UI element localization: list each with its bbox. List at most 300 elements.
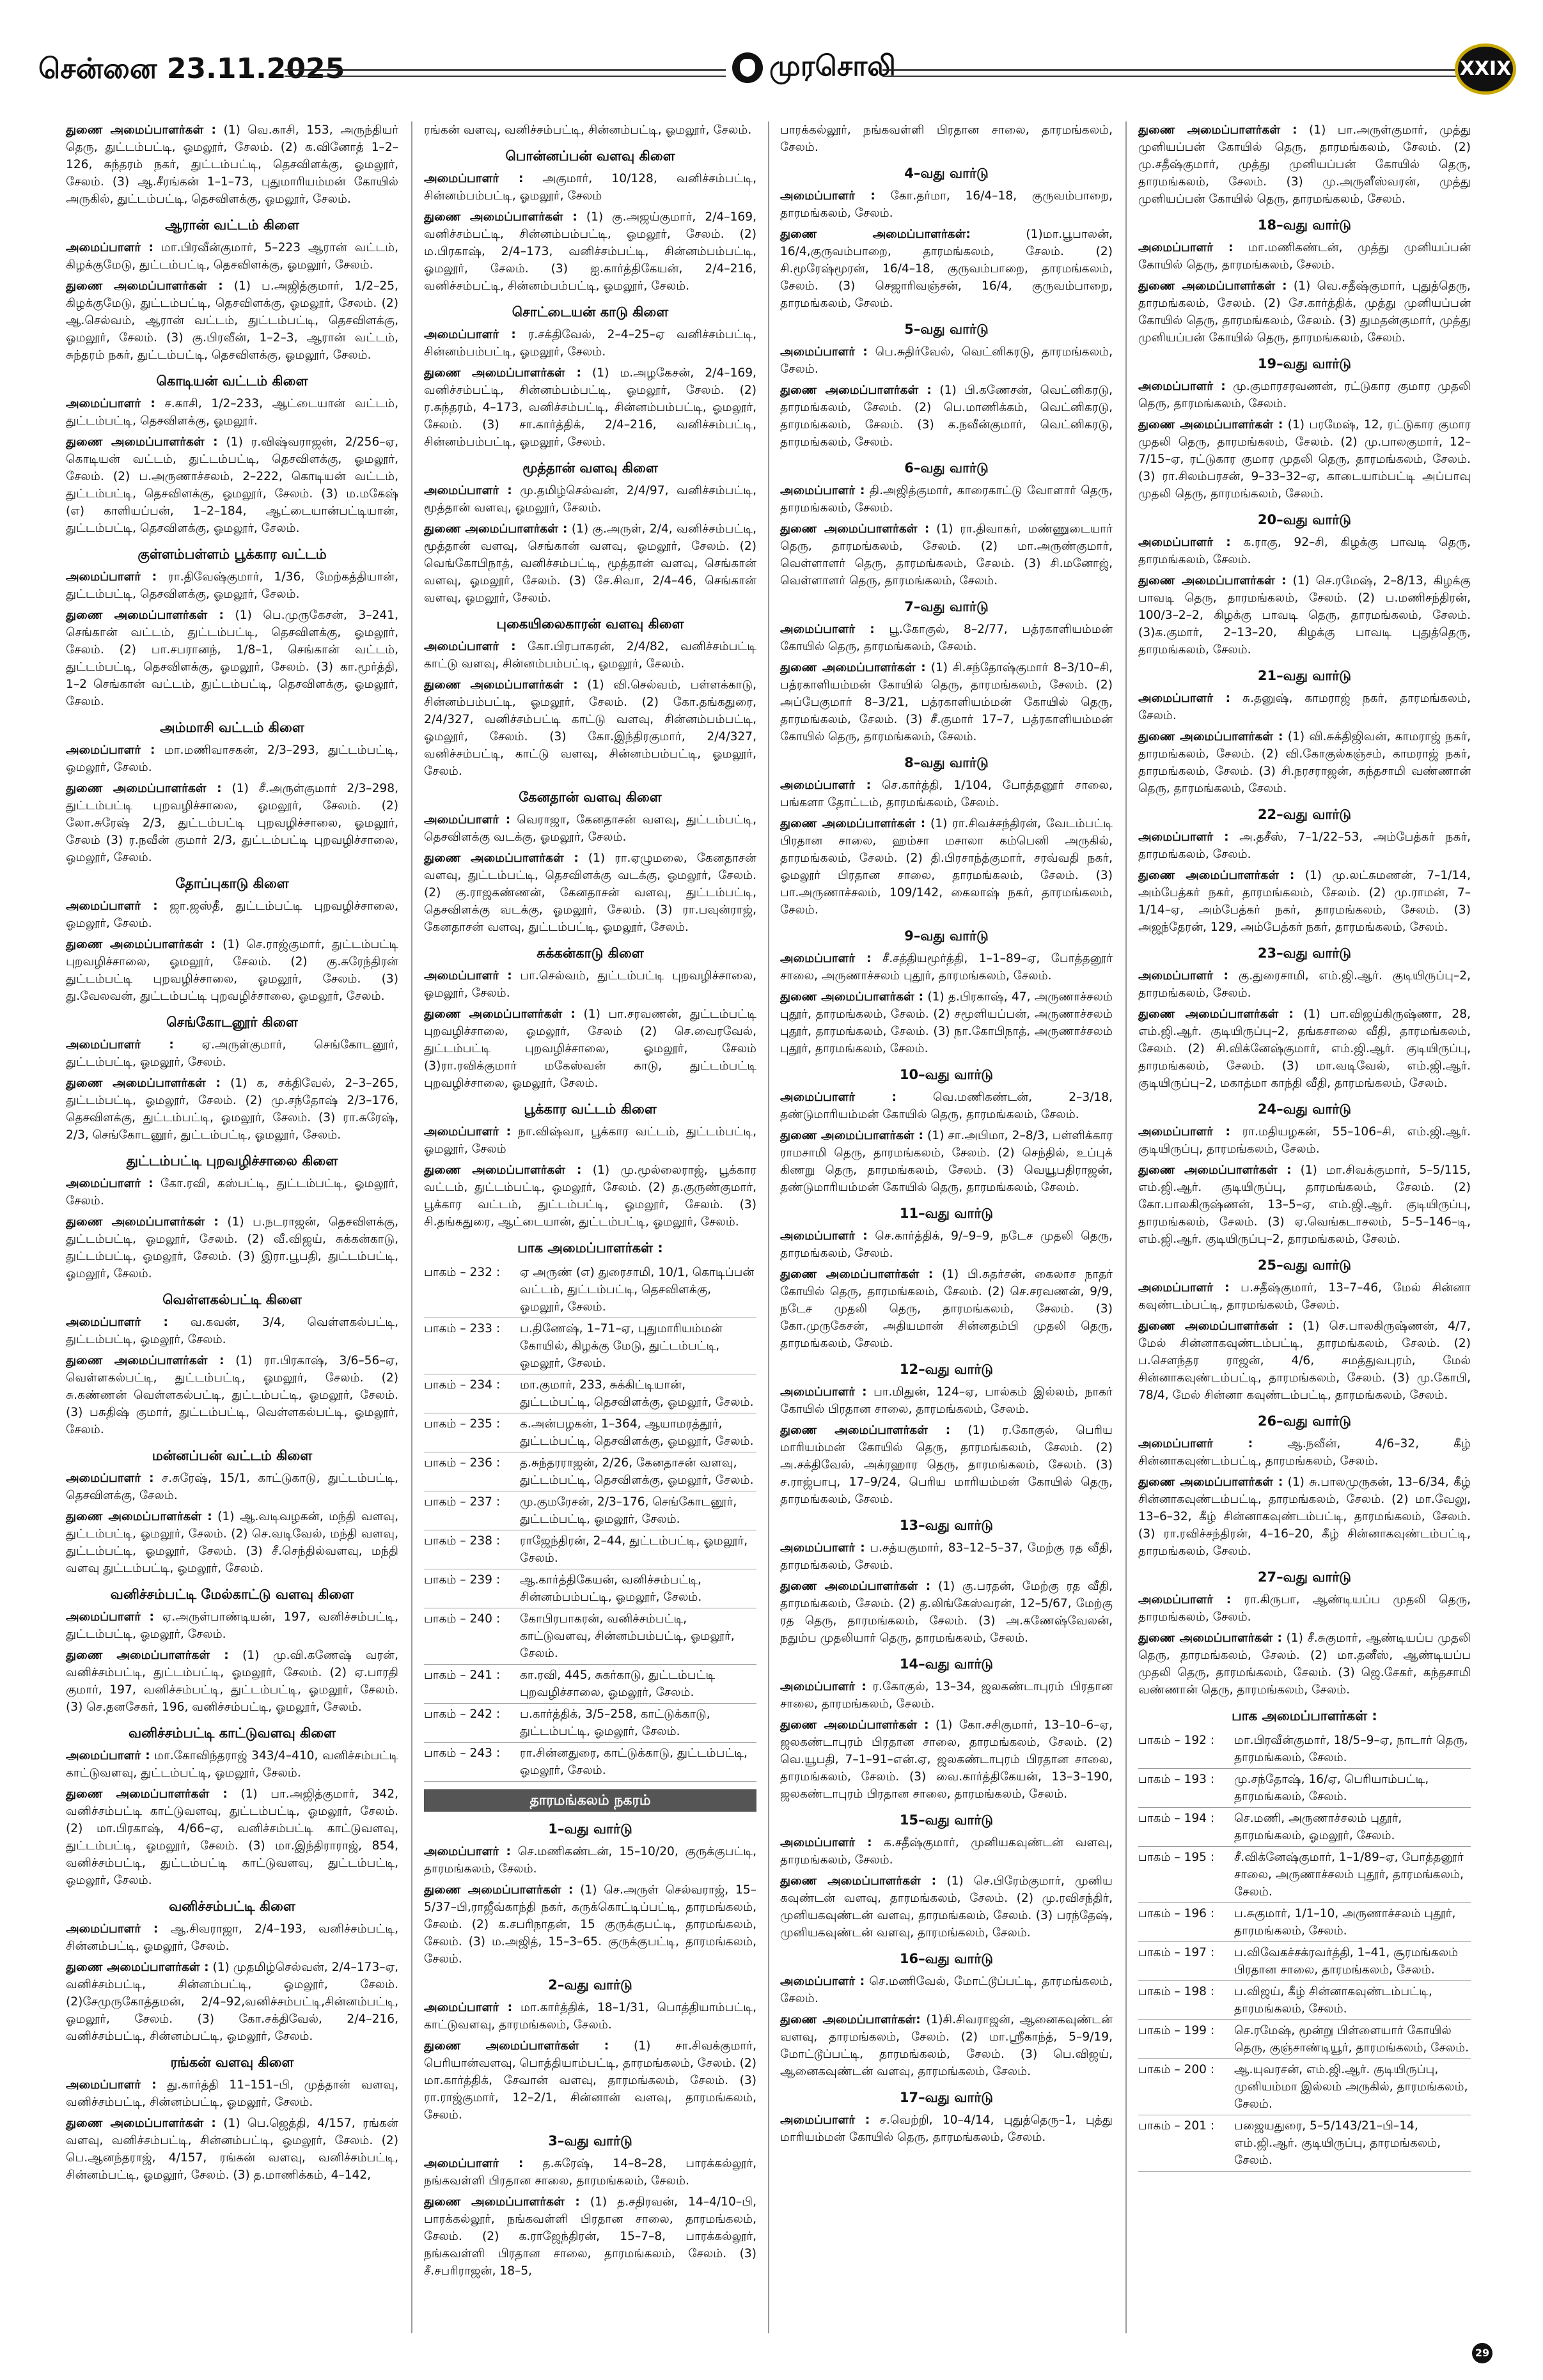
member-entry: [424, 1881, 756, 1968]
role-label: அமைப்பாளர் :: [780, 779, 872, 792]
entry-text: பூ.கோகுல், 8–2/77, பத்ரகாளியம்மன் கோயில் தெரு, தாரமங்கலம், சேலம்.: [780, 623, 1113, 653]
section-heading: குள்ளம்பள்ளம் பூக்கார வட்டம்: [137, 547, 327, 562]
section-heading: வெள்ளகல்பட்டி கிளை: [162, 1292, 302, 1307]
entry-text: செ.மணிகண்டன், 15–10/20, குருக்குபட்டி, தாரமங்கலம், சேலம்.: [424, 1845, 756, 1876]
member-entry: [66, 2076, 398, 2111]
booth-person: ரா.சின்னதுரை, காட்டுக்காடு, துட்டம்பட்டி, ஓமலூர், சேலம்.: [520, 1746, 748, 1777]
member-entry: [1138, 690, 1471, 724]
entry-text: (1) வி.சுக்திஜிவன், காமராஜ் நகர், தாரமங்கலம், சேலம். (2) வி.கோகுல்கஞ்சம், காமராஜ் நகர், தாரமங்கலம், சேலம். (3) சி.நரசராஜன், சுந்தசாமி வண்ணான் தெரு, தாரமங்கலம், சேலம்.: [1138, 730, 1471, 795]
member-entry: [780, 1872, 1113, 1941]
role-label: அமைப்பாளர் :: [780, 1680, 866, 1693]
member-entry: [1138, 967, 1471, 1002]
booth-number: பாகம் – 192 :: [1138, 1734, 1215, 1747]
booth-row: [424, 1262, 756, 1318]
role-label: துணை அமைப்பாளர்கள் :: [424, 1883, 574, 1897]
member-entry: [66, 936, 398, 1005]
role-label: துணை அமைப்பாளர்கள் :: [66, 279, 223, 293]
member-entry: [66, 433, 398, 537]
role-label: துணை அமைப்பாளர்கள் :: [1138, 869, 1295, 882]
role-label: அமைப்பாளர் :: [424, 484, 512, 497]
entry-text: (1) பெ.ஜெத்தி, 4/157, ரங்கன் வளவு, வனிச்சம்பட்டி, சின்னம்பட்டி, ஓமலூர், சேலம். (2) பெ.ஆனந்தராஜ், 4/157, ரங்கன் வளவு, வனிச்சம்பட்டி, சின்னம்பட்டி, ஓமலூர், சேலம். (3) த.மாணிக்கம், 4–142,: [66, 2117, 398, 2182]
entry-text: மா.கோவிந்தராஜ் 343/4–410, வனிச்சம்பட்டி காட்டுவளவு, துட்டம்பட்டி, ஓமலூர், சேலம்.: [66, 1749, 398, 1780]
section-heading: 11–வது வார்டு: [899, 1206, 994, 1221]
role-label: துணை அமைப்பாளர்கள் :: [1138, 1319, 1293, 1333]
role-label: துணை அமைப்பாளர்கள் :: [424, 522, 568, 536]
role-label: துணை அமைப்பாளர்கள் :: [780, 1580, 931, 1593]
member-entry: [1138, 1629, 1471, 1699]
entry-text: சீ.சத்தியமூர்த்தி, 1–1–89–ஏ, போத்தனூர் சாலை, அருணாச்சலம் புதூர், தாரமங்கலம், சேலம்.: [780, 952, 1113, 983]
section-heading: 26–வது வார்டு: [1257, 1413, 1352, 1429]
member-entry: [424, 1006, 756, 1092]
entry-text: (1) மு.மூல்லைராஜ், பூக்கார வட்டம், துட்டம்பட்டி, ஓமலூர், சேலம். (2) த.குருண்குமார், பூக்கார வட்டம், துட்டம்பட்டி, ஓமலூர், சேலம். (3) சி.தங்கதுரை, ஆட்டையான், துட்டம்பட்டி, ஓமலூர், சேலம்.: [424, 1163, 756, 1229]
section-heading: 13–வது வார்டு: [899, 1518, 994, 1533]
booth-number: பாகம் – 193 :: [1138, 1773, 1215, 1786]
entry-text: (1) ப.அஜித்குமார், 1/2–25, கிழக்குமேடு, துட்டம்பட்டி, தெசவிளக்கு, ஓமலூர், சேலம். (2) ஆ.செல்வம், ஆரான் வட்டம், துட்டம்பட்டி, தெசவிளக்கு, ஓமலூர், சேலம். (3) கு.பிரவீன், 1–2–3, ஆரான் வட்டம், சுந்தரம் நகர், துட்டம்பட்டி, தெசவிளக்கு, ஓமலூர், சேலம்.: [66, 279, 398, 362]
entry-text: ரங்கன் வளவு, வனிச்சம்பட்டி, சின்னம்பட்டி, ஓமலூர், சேலம்.: [424, 123, 752, 137]
entry-text: (1) வெ.சதீஷ்குமார், புதுத்தெரு, தாரமங்கலம், சேலம். (2) சே.கார்த்திக், முத்து முனியப்பன் கோயில் தெரு, தாரமங்கலம், சேலம். (3) துமதன்குமார், முத்து முனியப்பன் கோயில் தெரு, தாரமங்கலம், சேலம்.: [1138, 279, 1471, 345]
column-4: [1138, 121, 1471, 2172]
role-label: அமைப்பாளர் :: [780, 484, 865, 497]
member-entry: [424, 1843, 756, 1878]
column-1: [66, 121, 398, 2188]
entry-text: (1) மா.சிவக்குமார், 5–5/115, எம்.ஜி.ஆர். குடியிருப்பு, தாரமங்கலம், சேலம். (2) கோ.பாலகிருஷ்ணன், 13–5–ஏ, எம்.ஜி.ஆர். குடியிருப்பு, தாரமங்கலம், சேலம். (3) ஏ.வெங்கடாசலம், 5–5–146–டி, எம்.ஜி.ஆர். குடியிருப்பு–2, தாரமங்கலம், சேலம்.: [1138, 1163, 1471, 1246]
booth-number: பாகம் – 196 :: [1138, 1907, 1215, 1920]
role-label: துணை அமைப்பாளர்கள் :: [424, 1007, 576, 1021]
booth-person: மு.குமரேசன், 2/3–176, செங்கோடனூர், துட்டம்பட்டி, ஓமலூர், சேலம்.: [520, 1495, 737, 1526]
role-label: துணை அமைப்பாளர்கள் :: [66, 435, 218, 449]
entry-text: ப.சத்யகுமார், 83–12–5–37, மேற்கு ரத வீதி, தாரமங்கலம், சேலம்.: [780, 1541, 1113, 1572]
section-heading: 16–வது வார்டு: [899, 1951, 994, 1966]
entry-text: த.சுரேஷ், 14–8–28, பாரக்கல்லூர், நங்கவள்ளி பிரதான சாலை, தாரமங்கலம், சேலம்.: [424, 2157, 756, 2188]
entry-text: கோ.தர்மா, 16/4–18, குருவம்பாறை, தாரமங்கலம், சேலம்.: [780, 189, 1113, 220]
entry-text: ரா.மதியழகன், 55–106–சி, எம்.ஜி.ஆர். குடியிருப்பு, தாரமங்கலம், சேலம்.: [1138, 1125, 1471, 1156]
column-divider: [1125, 121, 1127, 2333]
booth-number: பாகம் – 199 :: [1138, 2024, 1215, 2037]
booth-number: பாகம் – 238 :: [424, 1534, 501, 1548]
member-entry: [424, 121, 756, 139]
section-heading: 19–வது வார்டு: [1257, 356, 1352, 371]
member-entry: [424, 326, 756, 361]
role-label: அமைப்பாளர் :: [424, 2001, 513, 2014]
member-entry: [424, 2193, 756, 2280]
entry-text: மு.தமிழ்செல்வன், 2/4/97, வனிச்சம்பட்டி, மூத்தான் வளவு, ஓமலூர், சேலம்.: [424, 484, 757, 515]
role-label: அமைப்பாளர் :: [66, 241, 153, 254]
member-entry: [780, 482, 1113, 517]
entry-text: பா.மிதுன், 124–ஏ, பால்கம் இல்லம், நாகர் கோயில் பிரதான சாலை, தாரமங்கலம், சேலம்.: [780, 1385, 1113, 1416]
member-entry: [780, 2112, 1113, 2146]
member-entry: [424, 482, 756, 517]
section-heading: தோப்புகாடு கிளை: [175, 876, 289, 891]
entry-text: (1) ரா.ஏழுமலை, கேனதாசன் வளவு, துட்டம்பட்டி, தெசவிளக்கு வடக்கு, ஓமலூர், சேலம். (2) கு.ராஜகண்ணன், கேனதாசன் வளவு, துட்டம்பட்டி, தெசவிளக்கு வடக்கு, ஓமலூர், சேலம். (3) ரா.பவுன்ராஜ், கேனதாசன் வளவு, துட்டம்பட்டி, ஓமலூர், சேலம்.: [424, 852, 756, 934]
entry-text: (1) பி.சுதர்சன், கைலாச நாதர் கோயில் தெரு, தாரமங்கலம், சேலம். (2) செ.சரவணன், 9/9, நடேச முதலி தெரு, தாரமங்கலம், சேலம். (3) கோ.முருகேசன், அதியமான் சின்னதம்பி முதலி தெரு, தாரமங்கலம், சேலம்.: [780, 1268, 1113, 1350]
role-label: துணை அமைப்பாளர்கள் :: [66, 1510, 212, 1523]
role-label: துணை அமைப்பாளர்கள் :: [780, 817, 926, 830]
member-entry: [780, 382, 1113, 451]
role-label: அமைப்பாளர் :: [66, 1610, 154, 1624]
role-label: துணை அமைப்பாளர்கள் :: [66, 1077, 221, 1090]
member-entry: [780, 520, 1113, 589]
role-label: துணை அமைப்பாளர்கள் :: [424, 678, 578, 692]
entry-text: (1) கு.பரதன், மேற்கு ரத வீதி, தாரமங்கலம், சேலம். (2) த.லிங்கேஸ்வரன், 12–5/67, மேற்கு ரத தெரு, தாரமங்கலம், சேலம். (3) அ.கணேஷ்வேலன், நதும்ப முதலியார் தெரு, தாரமங்கலம், சேலம்.: [780, 1580, 1113, 1645]
entry-text: கு.துரைசாமி, எம்.ஜி.ஆர். குடியிருப்பு–2, தாரமங்கலம், சேலம்.: [1138, 969, 1471, 1000]
entry-text: அ.தசீஸ், 7–1/22–53, அம்பேத்கர் நகர், தாரமங்கலம், சேலம்.: [1138, 830, 1471, 861]
entry-text: (1) பா.விஜய்கிருஷ்ணா, 28, எம்.ஜி.ஆர். குடியிருப்பு–2, தங்கசாலை வீதி, தாரமங்கலம், சேலம். (2) சி.விக்னேஷ்குமார், எம்.ஜி.ஆர். குடியிருப்பு, தாரமங்கலம், சேலம். (3) மா.வடிவேல், எம்.ஜி.ஆர். குடியிருப்பு–2, மகாத்மா காந்தி வீதி, தாரமங்கலம், சேலம்.: [1138, 1007, 1471, 1090]
section-heading: பொன்னப்பன் வளவு கிளை: [505, 148, 675, 164]
section-heading: 10–வது வார்டு: [899, 1067, 994, 1082]
member-entry: [1138, 239, 1471, 274]
booth-number: பாகம் – 200 :: [1138, 2063, 1215, 2076]
role-label: அமைப்பாளர் :: [780, 1975, 865, 1988]
entry-text: (1) பா.அஜித்குமார், 342, வனிச்சம்பட்டி காட்டுவளவு, துட்டம்பட்டி, ஓமலூர், சேலம். (2) மா.பிரகாஷ், 4/66–ஏ, வனிச்சம்பட்டி காட்டுவளவு, துட்டம்பட்டி, ஓமலூர், சேலம். (3) மா.இந்திராராஜ், 854, வனிச்சம்பட்டி, துட்டம்பட்டி காட்டுவளவு, துட்டம்பட்டி, ஓமலூர், சேலம்.: [66, 1787, 398, 1887]
entry-text: (1) கு.அருள், 2/4, வனிச்சம்பட்டி, மூத்தான் வளவு, செங்கான் வளவு, ஓமலூர், சேலம். (2) வெங்கோபிநாத், வனிச்சம்பட்டி, மூத்தான் வளவு, செங்கான் வளவு, ஓமலூர், சேலம். (3) சே.சிவா, 2/4–46, செங்கான் வளவு, ஓமலூர், சேலம்.: [424, 522, 756, 605]
role-label: துணை அமைப்பாளர்கள் :: [66, 2117, 216, 2130]
role-label: அமைப்பாளர் :: [1138, 692, 1231, 705]
section-heading: 5–வது வார்டு: [904, 322, 989, 337]
role-label: துணை அமைப்பாளர்கள் :: [66, 1354, 224, 1367]
section-heading: 3–வது வார்டு: [548, 2133, 632, 2149]
role-label: துணை அமைப்பாளர்கள்:: [780, 228, 971, 241]
column-2: [424, 121, 756, 2283]
role-label: அமைப்பாளர் :: [1138, 1437, 1253, 1451]
role-label: அமைப்பாளர் :: [424, 1845, 511, 1858]
entry-text: தி.அஜித்குமார், காரைகாட்டு வோளார் தெரு, தாரமங்கலம், சேலம்.: [780, 484, 1113, 515]
entry-text: (1) சா.அபிமா, 2–8/3, பள்ளிக்கார ராமசாமி தெரு, தாரமங்கலம், சேலம். (2) செந்தில், உப்புக் கிணறு தெரு, தாரமங்கலம், சேலம். (3) வெயூபதிராஜன், தண்டுமாரியம்மன் கோயில் தெரு, தாரமங்கலம், சேலம்.: [780, 1129, 1113, 1194]
entry-text: க.சதீஷ்குமார், முனியகவுண்டன் வளவு, தாரமங்கலம், சேலம்.: [780, 1836, 1113, 1867]
entry-text: (1) கு.அஜய்குமார், 2/4–169, வனிச்சம்பட்டி, சின்னம்பம்பட்டி, ஓமலூர், சேலம். (2) ம.பிரகாஷ், 2/4–173, வனிச்சம்பட்டி, சின்னம்பம்பட்டி, ஓமலூர், சேலம். (3) ஐ.கார்த்திகேயன், 2/4–216, வனிச்சம்பட்டி, சின்னம்பம்பட்டி, ஓமலூர், சேலம்.: [424, 210, 756, 293]
member-entry: [780, 1973, 1113, 2007]
entry-text: மா.கார்த்திக், 18–1/31, பொத்தியாம்பட்டி, காட்டுவளவு, தாரமங்கலம், சேலம்.: [424, 2001, 756, 2032]
role-label: அமைப்பாளர் :: [1138, 536, 1231, 549]
booth-row: [1138, 2115, 1471, 2172]
member-entry: [1138, 121, 1471, 208]
booth-row: [1138, 1769, 1471, 1808]
section-heading: 20–வது வார்டு: [1257, 512, 1352, 527]
entry-text: அகுமார், 10/128, வனிச்சம்பட்டி, சின்னம்பம்பட்டி, ஓமலூர், சேலம்: [424, 172, 756, 203]
entry-text: (1) பா.அருள்குமார், முத்து முனியப்பன் கோயில் தெரு, தாரமங்கலம், சேலம். (2) மு.சதீஷ்குமார், முத்து முனியப்பன் கோயில் தெரு, தாரமங்கலம், சேலம். (3) மு.அருளீஸ்வரன், முத்து முனியப்பன் கோயில் தெரு, தாரமங்கலம், சேலம்.: [1138, 123, 1471, 206]
entry-text: (1) மு.லட்சுமணன், 7–1/14, அம்பேத்கர் நகர், தாரமங்கலம், சேலம். (2) மு.ராமன், 7–1/14–ஏ, அம்பேத்கர் நகர், தாரமங்கலம், சேலம். (3) அஜந்தேரன், 129, அம்பேத்கர் நகர், தாரமங்கலம், சேலம்.: [1138, 869, 1471, 934]
member-entry: [780, 1422, 1113, 1508]
entry-text: நா.விஷ்வா, பூக்கார வட்டம், துட்டம்பட்டி, ஓமலூர், சேலம்: [424, 1125, 756, 1156]
booth-row: [1138, 1903, 1471, 1942]
entry-text: ர.சக்திவேல், 2–4–25–ஏ வனிச்சம்பட்டி, சின்னம்பம்பட்டி, ஓமலூர், சேலம்.: [424, 328, 756, 359]
member-entry: [66, 742, 398, 776]
booth-number: பாகம் – 241 :: [424, 1668, 501, 1682]
entry-text: (1) சீ.அருள்குமார் 2/3–298, துட்டம்பட்டி புறவழிச்சாலை, ஓமலூர், சேலம். (2) லோ.சுரேஷ் 2/3, துட்டம்பட்டி புறவழிச்சாலை, ஓமலூர், சேலம் (3) ர.நவீன் குமார் 2/3, துட்டம்பட்டி புறவழிச்சாலை, ஓமலூர், சேலம்.: [66, 782, 398, 864]
role-label: அமைப்பாளர் :: [780, 1541, 865, 1555]
section-heading: 15–வது வார்டு: [899, 1812, 994, 1828]
section-heading: 18–வது வார்டு: [1257, 217, 1352, 233]
section-heading: ரங்கன் வளவு கிளை: [170, 2055, 294, 2070]
role-label: துணை அமைப்பாளர்கள் :: [780, 1874, 937, 1888]
member-entry: [66, 1608, 398, 1643]
role-label: அமைப்பாளர் :: [780, 952, 872, 965]
entry-text: (1) கோ.சசிகுமார், 13–10–6–ஏ, ஜலகண்டாபுரம் பிரதான சாலை, தாரமங்கலம், சேலம். (2) வெ.யூபதி, 7–1–91–என்.ஏ, ஜலகண்டாபுரம் பிரதான சாலை, தாரமங்கலம், சேலம். (3) வை.கார்த்திகேயன், 13–3–190, ஜலகண்டாபுரம் பிரதான சாலை, தாரமங்கலம், சேலம்.: [780, 1718, 1113, 1801]
column-divider: [768, 121, 769, 2333]
entry-text: கோ.பிரபாகரன், 2/4/82, வனிச்சம்பட்டி காட்டு வளவு, சின்னம்பம்பட்டி, ஓமலூர், சேலம்.: [424, 640, 756, 671]
member-entry: [780, 187, 1113, 222]
member-entry: [1138, 277, 1471, 346]
role-label: துணை அமைப்பாளர்கள் :: [424, 2039, 609, 2053]
member-entry: [780, 815, 1113, 919]
member-entry: [1138, 867, 1471, 936]
role-label: அமைப்பாளர் :: [424, 1125, 512, 1139]
section-heading: சொட்டையன் காடு கிளை: [512, 304, 669, 320]
role-label: அமைப்பாளர் :: [424, 640, 516, 653]
booth-row: [424, 1704, 756, 1743]
booth-person: க.அன்பழகன், 1–364, ஆயாமரத்தூர், துட்டம்பட்டி, தெசவிளக்கு, ஓமலூர், சேலம்.: [520, 1417, 754, 1448]
member-entry: [780, 343, 1113, 378]
role-label: அமைப்பாளர் :: [424, 172, 524, 185]
member-entry: [424, 811, 756, 846]
section-heading: சுக்கன்காடு கிளை: [537, 945, 644, 961]
member-entry: [780, 777, 1113, 811]
entry-text: (1)சி.சிவராஜன், ஆனைகவுண்டன் வளவு, தாரமங்கலம், சேலம். (2) மா.ஸ்ரீகாந்த், 5–9/19, மோட்டூப்பட்டி, தாரமங்கலம், சேலம். (3) பெ.விஜய், ஆனைகவுண்டன் வளவு, தாரமங்கலம், சேலம்.: [780, 2013, 1113, 2078]
member-entry: [66, 1785, 398, 1889]
section-heading: பூக்கார வட்டம் கிளை: [524, 1101, 657, 1117]
section-heading: 25–வது வார்டு: [1257, 1257, 1352, 1273]
role-label: துணை அமைப்பாளர்கள் :: [424, 210, 577, 224]
entry-text: மா.மணிகண்டன், முத்து முனியப்பன் கோயில் தெரு, தாரமங்கலம், சேலம்.: [1138, 241, 1471, 272]
entry-text: (1) சீ.சுகுமார், ஆண்டியப்ப முதலி தெரு, தாரமங்கலம், சேலம். (2) மா.தனீஸ், ஆண்டியப்ப முதலி தெரு, தாரமங்கலம், சேலம். (3) ஜெ.சேகர், கந்தசாமி வண்ணான் தெரு, தாரமங்கலம், சேலம்.: [1138, 1631, 1471, 1697]
role-label: அமைப்பாளர் :: [66, 1316, 168, 1329]
booth-person: சீ.விக்னேஷ்குமார், 1–1/89–ஏ, போத்தனூர் சாலை, அருணாச்சலம் புதூர், தாரமங்கலம், சேலம்.: [1234, 1851, 1464, 1899]
booth-row: [424, 1452, 756, 1491]
booth-row: [424, 1665, 756, 1704]
role-label: அமைப்பாளர் :: [780, 189, 875, 203]
entry-text: மா.பிரவீன்குமார், 5–223 ஆரான் வட்டம், கிழக்குமேடு, துட்டம்பட்டி, தெசவிளக்கு, ஓமலூர், சேலம்.: [66, 241, 398, 272]
member-entry: [424, 520, 756, 607]
booth-number: பாகம் – 201 :: [1138, 2119, 1215, 2133]
entry-text: (1) வி.செல்வம், பள்ளக்காடு, சின்னம்பம்பட்டி, ஓமலூர், சேலம். (2) கோ.தங்கதுரை, 2/4/327, வனிச்சம்பட்டி காட்டு வளவு, சின்னம்பம்பட்டி, ஓமலூர், சேலம். (3) கோ.இந்திரகுமார், 2/4/327, வனிச்சம்பட்டி, காட்டு வளவு, சின்னம்பம்பட்டி, ஓமலூர், சேலம்.: [424, 678, 756, 778]
member-entry: [66, 1175, 398, 1209]
role-label: துணை அமைப்பாளர்கள் :: [1138, 1007, 1294, 1021]
role-label: அமைப்பாளர் :: [424, 813, 511, 827]
member-entry: [424, 967, 756, 1002]
member-entry: [424, 364, 756, 451]
entry-text: (1) மு.வி.கணேஷ் வரன், வனிச்சம்பட்டி, துட்டம்பட்டி, ஓமலூர், சேலம். (2) ஏ.பாரதி குமார், 197, வனிச்சம்பட்டி, துட்டம்பட்டி, ஓமலூர், சேலம். (3) செ.தனசேகர், 196, வனிச்சம்பட்டி, ஓமலூர், சேலம்.: [66, 1649, 398, 1714]
section-heading: வனிச்சம்பட்டி கிளை: [169, 1899, 295, 1914]
entry-text: (1) செ.பிரேம்குமார், முனிய கவுண்டன் வளவு, தாரமங்கலம், சேலம். (2) மு.ரவிசந்திர், முனியகவுண்டன் வளவு, தாரமங்கலம், சேலம். (3) பரந்தேஷ், முனியகவுண்டன் வளவு, தாரமங்கலம், சேலம்.: [780, 1874, 1113, 1940]
role-label: துணை அமைப்பாளர்கள் :: [1138, 123, 1297, 137]
booth-number: பாகம் – 233 :: [424, 1322, 501, 1335]
role-label: அமைப்பாளர் :: [780, 623, 875, 636]
section-heading: பாக அமைப்பாளர்கள் :: [1232, 1708, 1377, 1723]
role-label: அமைப்பாளர் :: [424, 969, 512, 983]
section-heading: வனிச்சம்பட்டி மேல்காட்டு வளவு கிளை: [110, 1587, 354, 1602]
booth-number: பாகம் – 195 :: [1138, 1851, 1215, 1864]
role-label: அமைப்பாளர் :: [780, 345, 868, 359]
booth-row: [1138, 1847, 1471, 1903]
booth-row: [424, 1491, 756, 1530]
page-number: 29: [1472, 2343, 1492, 2363]
role-label: அமைப்பாளர் :: [1138, 1593, 1232, 1606]
member-entry: [1138, 728, 1471, 797]
section-heading: 21–வது வார்டு: [1257, 668, 1352, 683]
entry-text: (1) பி.கணேசன், வெட்னிகரடு, தாரமங்கலம், சேலம். (2) பெ.மாணிக்கம், வெட்னிகரடு, தாரமங்கலம், சேலம். (3) க.நவீன்குமார், வெட்னிகரடு, தாரமங்கலம், சேலம்.: [780, 384, 1113, 449]
role-label: அமைப்பாளர் :: [66, 570, 157, 584]
member-entry: [424, 1999, 756, 2034]
member-entry: [780, 1266, 1113, 1352]
section-heading: 9–வது வார்டு: [904, 928, 989, 944]
section-heading: 2–வது வார்டு: [548, 1977, 632, 1993]
booth-number: பாகம் – 235 :: [424, 1417, 501, 1431]
member-entry: [780, 1089, 1113, 1123]
member-entry: [66, 1075, 398, 1144]
member-entry: [66, 568, 398, 603]
role-label: அமைப்பாளர் :: [66, 743, 155, 757]
entry-text: கோ.ரவி, கஸ்பட்டி, துட்டம்பட்டி, ஓமலூர், சேலம்.: [66, 1177, 399, 1208]
entry-text: (1) பரமேஷ், 12, ரட்டுகார குமார முதலி தெரு, தாரமங்கலம், சேலம். (2) மு.பாலகுமார், 12–7/15–ஏ, ரட்டுகார குமார முதலி தெரு, தாரமங்கலம், சேலம். (3) ரா.சிலம்பரசன், 9–33–32–ஏ, காடையாம்பட்டி அப்பாவு முதலி தெரு, தாரமங்கலம், சேலம்.: [1138, 418, 1471, 501]
entry-text: செ.கார்த்தி, 1/104, போத்தனூர் சாலை, பங்களா தோட்டம், தாரமங்கலம், சேலம்.: [780, 779, 1113, 809]
role-label: துணை அமைப்பாளர்கள் :: [66, 938, 215, 951]
booth-row: [424, 1743, 756, 1782]
booth-person: ஆ.யுவரசன், எம்.ஜி.ஆர். குடியிருப்பு, முனியம்மா இல்லம் அருகில், தாரமங்கலம், சேலம்.: [1234, 2063, 1468, 2111]
role-label: அமைப்பாளர் :: [66, 1749, 150, 1762]
role-label: அமைப்பாளர் :: [66, 2078, 157, 2092]
booth-row: [424, 1318, 756, 1374]
role-label: துணை அமைப்பாளர்கள் :: [780, 522, 930, 536]
member-entry: [66, 1036, 398, 1071]
member-entry: [780, 659, 1113, 745]
booth-person: ஏ அருண் (எ) துரைசாமி, 10/1, கொடிப்பன் வட்டம், துட்டம்பட்டி, தெசவிளக்கு, ஓமலூர், சேலம்.: [520, 1266, 755, 1314]
role-label: துணை அமைப்பாளர்கள் :: [1138, 1163, 1292, 1177]
member-entry: [780, 1678, 1113, 1713]
section-heading: கொடியன் வட்டம் கிளை: [156, 373, 308, 389]
member-entry: [780, 1578, 1113, 1647]
booth-person: செ.மணி, அருணாச்சலம் புதூர், தாரமங்கலம், ஓமலூர், சேலம்.: [1234, 1812, 1402, 1842]
member-entry: [424, 2155, 756, 2189]
section-heading: 22–வது வார்டு: [1257, 807, 1352, 822]
member-entry: [66, 1920, 398, 1955]
entry-text: செ.மணிவேல், மோட்டூப்பட்டி, தாரமங்கலம், சேலம்.: [780, 1975, 1113, 2005]
booth-number: பாகம் – 242 :: [424, 1707, 501, 1721]
member-entry: [780, 950, 1113, 984]
member-entry: [424, 850, 756, 936]
role-label: அமைப்பாளர் :: [66, 1472, 154, 1485]
role-label: அமைப்பாளர் :: [66, 1177, 153, 1190]
role-label: துணை அமைப்பாளர்கள் :: [66, 609, 224, 622]
role-label: அமைப்பாளர் :: [424, 328, 516, 341]
section-heading: மன்னப்பன் வட்டம் கிளை: [152, 1448, 313, 1463]
booth-row: [424, 1608, 756, 1665]
role-label: துணை அமைப்பாளர்கள் :: [780, 1129, 923, 1142]
member-entry: [1138, 1123, 1471, 1158]
member-entry: [780, 1227, 1113, 1262]
member-entry: [424, 2037, 756, 2124]
member-entry: [1138, 378, 1471, 412]
role-label: துணை அமைப்பாளர்கள் :: [1138, 730, 1283, 743]
booth-person: த.சுந்தரராஜன், 2/26, கேனதாசன் வளவு, துட்டம்பட்டி, தெசவிளக்கு, ஓமலூர், சேலம்.: [520, 1456, 754, 1487]
member-entry: [1138, 1591, 1471, 1626]
member-entry: [780, 121, 1113, 156]
booth-row: [1138, 1981, 1471, 2020]
member-entry: [780, 1383, 1113, 1418]
member-entry: [780, 2011, 1113, 2080]
member-entry: [424, 1123, 756, 1158]
entry-text: ர.கோகுல், 13–34, ஜலகண்டாபுரம் பிரதான சாலை, தாரமங்கலம், சேலம்.: [780, 1680, 1113, 1711]
section-heading: 4–வது வார்டு: [904, 166, 989, 181]
entry-text: (1) வெ.காசி, 153, அருந்தியர் தெரு, துட்டம்பட்டி, ஓமலூர், சேலம். (2) க.வினோத் 1–2–126, சுந்தரம் நகர், துட்டம்பட்டி, தெசவிளக்கு, ஓமலூர், சேலம். (3) ஆ.சீரங்கன் 1–1–73, புதுமாரியம்மன் கோயில் அருகில், துட்டம்பட்டி, தெசவிளக்கு, ஓமலூர், சேலம்.: [66, 123, 398, 206]
entry-text: (1) ம.அழகேசன், 2/4–169, வனிச்சம்பட்டி, சின்னம்பம்பட்டி, ஓமலூர், சேலம். (2) ர.சுந்தரம், 4–173, வனிச்சம்பட்டி, சின்னம்பம்பட்டி, ஓமலூர், சேலம். (3) சா.கார்த்திக், 2/4–216, வனிச்சம்பட்டி, சின்னம்பம்பட்டி, ஓமலூர், சேலம்.: [424, 366, 756, 449]
entry-text: (1) ர.கோகுல், பெரிய மாரியம்மன் கோயில் தெரு, தாரமங்கலம், சேலம். (2) அ.சக்திவேல், அக்ரஹார தெரு, தாரமங்கலம், சேலம். (3) ச.ராஜ்பாபு, 17–9/24, பெரிய மாரியம்மன் கோயில் தெரு, தாரமங்கலம், சேலம்.: [780, 1424, 1113, 1506]
role-label: துணை அமைப்பாளர்கள் :: [66, 1787, 228, 1801]
booth-row: [1138, 1942, 1471, 1981]
role-label: அமைப்பாளர் :: [1138, 830, 1229, 844]
booth-number: பாகம் – 194 :: [1138, 1812, 1215, 1825]
role-label: துணை அமைப்பாளர்கள் :: [1138, 1631, 1282, 1645]
section-heading: 27–வது வார்டு: [1257, 1569, 1352, 1585]
role-label: துணை அமைப்பாளர்கள் :: [780, 384, 932, 397]
member-entry: [1138, 1318, 1471, 1404]
paper-name: முரசொலி: [769, 50, 896, 82]
booth-person: ப.திணேஷ், 1–71–ஏ, புதுமாரியம்மன் கோயில், கிழக்கு மேடு, துட்டம்பட்டி, ஓமலூர், சேலம்.: [520, 1322, 723, 1370]
role-label: துணை அமைப்பாளர்கள் :: [424, 1163, 582, 1177]
member-entry: [66, 1647, 398, 1716]
entry-text: (1) முதமிழ்செல்வன், 2/4–173–ஏ, வனிச்சம்பட்டி, சின்னம்பட்டி, ஓமலூர், சேலம். (2)சேமுருகோத்தமன், 2/4–92,வனிச்சம்பட்டி,சின்னம்பட்டி, ஓமலூர், சேலம். (3) கோ.சக்திவேல், 2/4–216, வனிச்சம்பட்டி, சின்னம்பட்டி, ஓமலூர், சேலம்.: [66, 1961, 398, 2043]
booth-number: பாகம் – 240 :: [424, 1612, 501, 1626]
member-entry: [780, 1716, 1113, 1803]
role-label: அமைப்பாளர் :: [780, 2113, 870, 2127]
section-heading: 14–வது வார்டு: [899, 1656, 994, 1672]
role-label: அமைப்பாளர் :: [66, 1038, 174, 1052]
member-entry: [66, 2115, 398, 2184]
booth-person: ப.விவேகச்சக்ரவர்த்தி, 1–41, சூரமங்கலம் பிரதான சாலை, தாரமங்கலம், சேலம்.: [1234, 1946, 1459, 1977]
section-heading: ஆரான் வட்டம் கிளை: [165, 217, 299, 233]
booth-row: [1138, 2059, 1471, 2115]
role-label: அமைப்பாளர் :: [66, 1922, 159, 1936]
member-entry: [1138, 1279, 1471, 1314]
role-label: அமைப்பாளர் :: [780, 1385, 867, 1399]
member-entry: [1138, 572, 1471, 658]
booth-number: பாகம் – 236 :: [424, 1456, 501, 1470]
role-label: துணை அமைப்பாளர்கள் :: [66, 123, 216, 137]
member-entry: [780, 621, 1113, 655]
booth-person: ப.கார்த்திக், 3/5–258, காட்டுக்காடு, துட்டம்பட்டி, ஓமலூர், சேலம்.: [520, 1707, 710, 1738]
entry-text: ஏ.அருள்பாண்டியன், 197, வனிச்சம்பட்டி, துட்டம்பட்டி, ஓமலூர், சேலம்.: [66, 1610, 398, 1641]
entry-text: (1) த.சதிரவன், 14–4/10–பி, பாரக்கல்லூர், நங்கவள்ளி பிரதான சாலை, தாரமங்கலம், சேலம். (2) க.ராஜேந்திரன், 15–7–8, பாரக்கல்லூர், நங்கவள்ளி பிரதான சாலை, தாரமங்கலம், சேலம். (3) சீ.சபரிராஜன், 18–5,: [424, 2195, 756, 2278]
section-heading: 8–வது வார்டு: [904, 755, 989, 770]
role-label: அமைப்பாளர் :: [1138, 241, 1234, 254]
member-entry: [66, 121, 398, 208]
entry-text: மு.குமாரசரவணன், ரட்டுகார குமார முதலி தெரு, தாரமங்கலம், சேலம்.: [1138, 380, 1471, 410]
section-heading: பாக அமைப்பாளர்கள் :: [517, 1240, 663, 1256]
member-entry: [66, 395, 398, 430]
role-label: துணை அமைப்பாளர்கள் :: [1138, 418, 1283, 432]
role-label: துணை அமைப்பாளர்கள் :: [1138, 574, 1287, 587]
role-label: அமைப்பாளர் :: [1138, 380, 1226, 393]
role-label: அமைப்பாளர் :: [424, 2157, 524, 2170]
header-date: சென்னை 23.11.2025: [38, 52, 345, 85]
section-banner: தாரமங்கலம் நகரம்: [424, 1789, 756, 1812]
role-label: அமைப்பாளர் :: [1138, 969, 1228, 983]
entry-text: (1) செ.ராஜ்குமார், துட்டம்பட்டி புறவழிச்சாலை, ஓமலூர், சேலம். (2) கு.சுரேந்திரன் துட்டம்பட்டி புறவழிச்சாலை, ஓமலூர், சேலம். (3) து.வேலவன், துட்டம்பட்டி புறவழிச்சாலை, ஓமலூர், சேலம்.: [66, 938, 398, 1003]
member-entry: [780, 1834, 1113, 1869]
member-entry: [66, 898, 398, 932]
column-3: [780, 121, 1113, 2150]
booth-number: பாகம் – 198 :: [1138, 1985, 1215, 1998]
entry-text: (1) ப.நடராஜன், தெசவிளக்கு, துட்டம்பட்டி, ஓமலூர், சேலம். (2) வீ.விஜய், சுக்கன்காடு, துட்டம்பட்டி, ஓமலூர், சேலம். (3) இரா.பூபதி, துட்டம்பட்டி, ஓமலூர், சேலம்.: [66, 1215, 398, 1280]
section-heading: 12–வது வார்டு: [899, 1362, 994, 1377]
role-label: அமைப்பாளர் :: [66, 397, 155, 410]
member-entry: [1138, 416, 1471, 502]
booth-row: [424, 1413, 756, 1452]
booth-number: பாகம் – 234 :: [424, 1378, 501, 1392]
section-heading: வனிச்சம்பட்டி காட்டுவளவு கிளை: [128, 1725, 336, 1741]
booth-person: ப.விஜய், கீழ் சின்னாகவுண்டம்பட்டி, தாரமங்கலம், சேலம்.: [1234, 1985, 1432, 2016]
booth-person: மு.சந்தோஷ், 16/ஏ, பெரியாம்பட்டி, தாரமங்கலம், சேலம்.: [1234, 1773, 1429, 1803]
entry-text: வெராஜா, கேனதாசன் வளவு, துட்டம்பட்டி, தெசவிளக்கு வடக்கு, ஓமலூர், சேலம்.: [424, 813, 756, 844]
entry-text: (1) சா.சிவக்குமார், பெரியான்வளவு, பொத்தியாம்பட்டி, தாரமங்கலம், சேலம். (2) மா.கார்த்திக், சேவான் வளவு, தாரமங்கலம், சேலம். (3) ரா.ராஜ்குமார், 12–2/1, சின்னான் வளவு, தாரமங்கலம், சேலம்.: [424, 2039, 756, 2122]
